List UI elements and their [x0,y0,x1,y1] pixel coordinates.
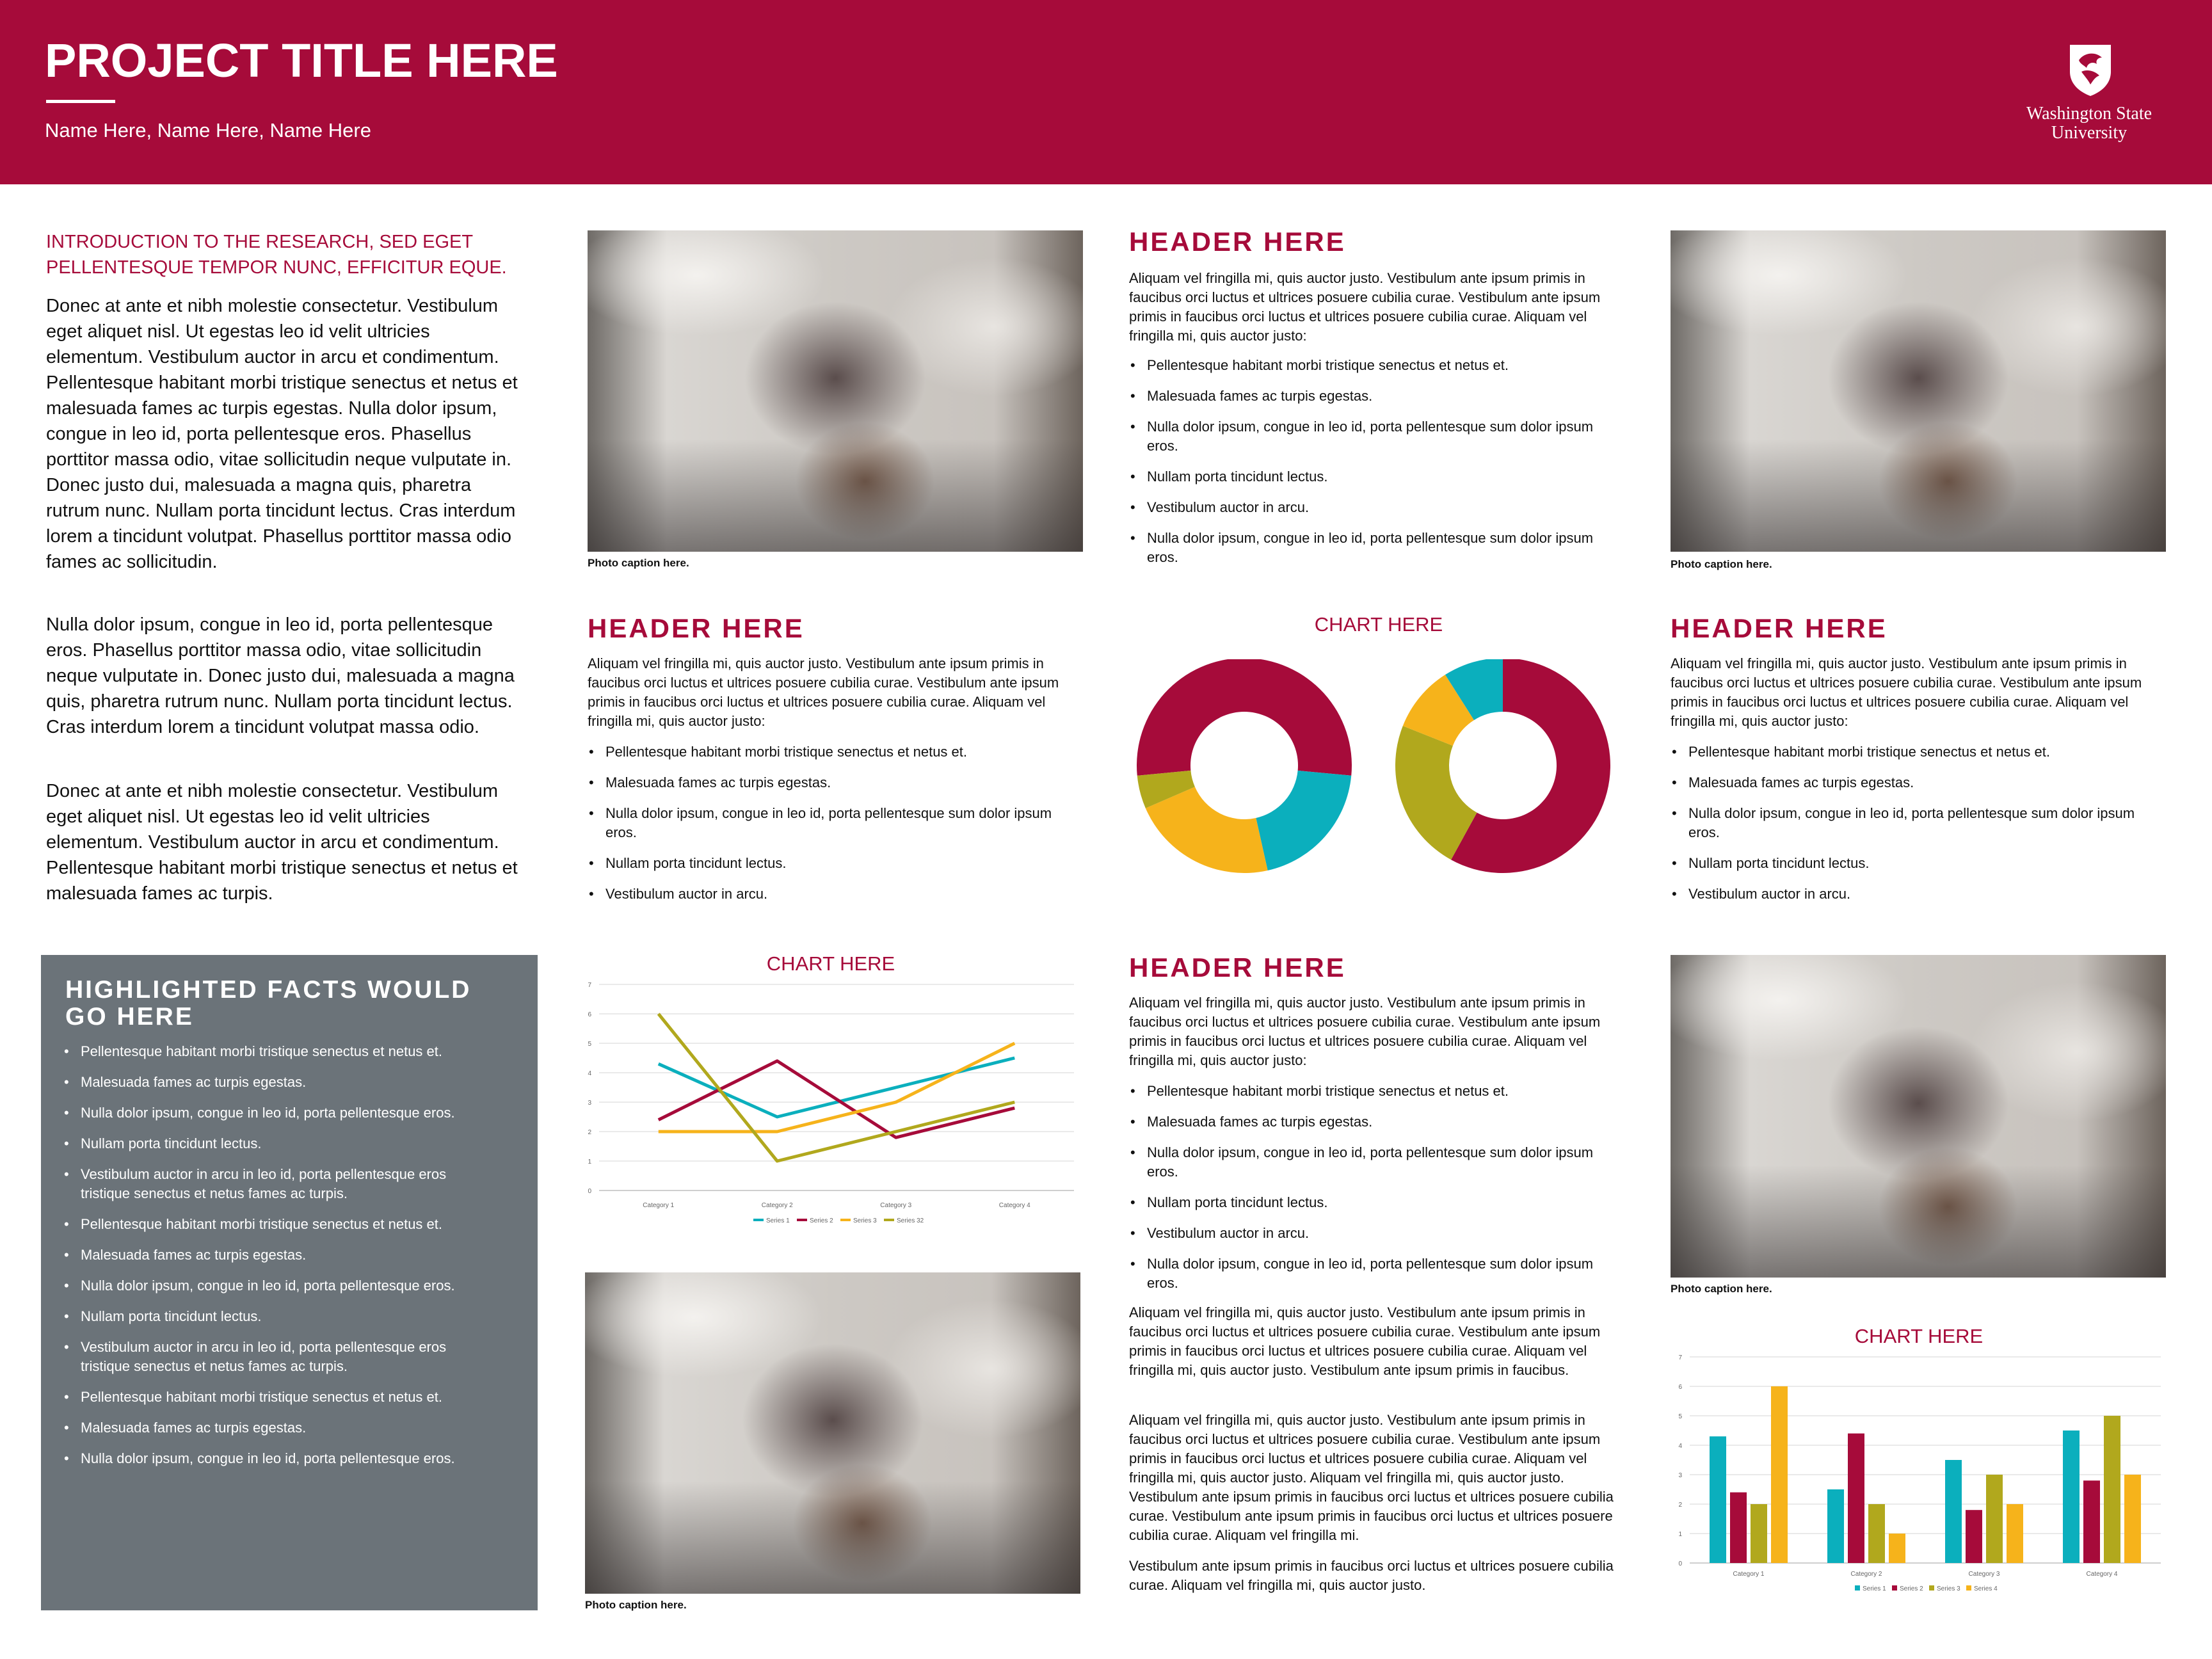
section-d-paragraph-1: Aliquam vel fringilla mi, quis auctor justo. Vestibulum ante ipsum primis in faucibus orci luctus et ultrices posuere cubilia curae. Vestibulum ante ipsum primis in faucibus orci luctus et ultrices posuere cubilia curae. Aliquam vel fringilla mi, quis auctor justo. Vestibulum ante ipsum primis in faucibus. [1129,1304,1601,1378]
x-tick-label: Category 3 [1968,1571,2000,1578]
legend-label: Series 2 [1900,1585,1923,1592]
bar-1-3 [1751,1504,1767,1563]
legend-label: Series 1 [1863,1585,1886,1592]
poster-title: PROJECT TITLE HERE [45,34,558,87]
section-c-bullets [1671,742,2144,915]
section-b-bullets [588,742,1061,915]
list-item: • Vestibulum auctor in arcu in leo id, porta pellentesque eros tristique senectus et netus fames ac turpis. [63,1338,472,1376]
list-item: • Pellentesque habitant morbi tristique senectus et netus et. [63,1388,472,1407]
y-tick-label: 1 [588,1158,591,1166]
bar-1-4 [1771,1386,1788,1563]
list-item: • Nulla dolor ipsum, congue in leo id, porta pellentesque sum dolor ipsum eros. [588,804,1061,842]
photo-1 [588,230,1083,552]
list-item: • Nulla dolor ipsum, congue in leo id, porta pellentesque sum dolor ipsum eros. [1129,1143,1603,1182]
list-item: • Malesuada fames ac turpis egestas. [1129,387,1603,406]
list-item: • Vestibulum auctor in arcu. [588,885,1061,904]
y-tick-label: 5 [588,1041,591,1048]
list-item: • Pellentesque habitant morbi tristique senectus et netus et. [1129,356,1603,375]
photo-4-caption: Photo caption here. [1671,1283,1772,1295]
list-item: • Malesuada fames ac turpis egestas. [63,1418,472,1438]
section-a-header: HEADER HERE [1129,227,1346,257]
list-item: • Nulla dolor ipsum, congue in leo id, porta pellentesque sum dolor ipsum eros. [1129,529,1603,567]
list-item: • Malesuada fames ac turpis egestas. [588,773,1061,792]
list-item: • Vestibulum auctor in arcu. [1129,1224,1603,1243]
bar-4-3 [2104,1416,2120,1563]
x-tick-label: Category 1 [1733,1571,1765,1578]
bar-2-4 [1889,1534,1905,1563]
x-tick-label: Category 4 [998,1202,1030,1209]
section-d-paragraph-3: Vestibulum ante ipsum primis in faucibus orci luctus et ultrices posuere cubilia curae. Aliquam vel fringilla mi, quis auctor justo. [1129,1558,1614,1593]
y-tick-label: 5 [1678,1413,1682,1420]
list-item: • Nullam porta tincidunt lectus. [63,1307,472,1326]
legend-label: Series 1 [766,1217,790,1222]
legend-label: Series 2 [810,1217,833,1222]
bar-4-1 [2063,1431,2080,1563]
bar-chart-title: CHART HERE [1854,1325,1984,1347]
y-tick-label: 2 [1678,1502,1682,1509]
section-d-header: HEADER HERE [1129,952,1346,982]
y-tick-label: 0 [1678,1560,1682,1567]
legend-swatch [1929,1585,1934,1591]
highlighted-facts-panel [41,955,538,1610]
list-item: • Pellentesque habitant morbi tristique senectus et netus et. [1129,1082,1603,1101]
photo-3-caption: Photo caption here. [585,1599,687,1611]
bar-4-2 [2083,1480,2100,1563]
y-tick-label: 4 [1678,1443,1682,1450]
y-tick-label: 2 [588,1129,591,1136]
bar-1-2 [1730,1493,1747,1563]
section-c-body: Aliquam vel fringilla mi, quis auctor justo. Vestibulum ante ipsum primis in faucibus orci luctus et ultrices posuere cubilia curae. Vestibulum ante ipsum primis in faucibus orci luctus et ultrices posuere cubilia curae. Aliquam vel fringilla mi, quis auctor justo: [1671,655,2142,729]
x-tick-label: Category 2 [761,1202,793,1209]
logo-wordmark-line2: University [2051,123,2128,143]
list-item: • Nulla dolor ipsum, congue in leo id, porta pellentesque eros. [63,1103,472,1123]
facts-list [63,1042,472,1480]
legend-label: Series 3 [1937,1585,1960,1592]
bar-3-3 [1986,1475,2003,1563]
line-chart [580,979,1079,1222]
list-item: • Malesuada fames ac turpis egestas. [1129,1112,1603,1132]
legend-label: Series 32 [897,1217,924,1222]
line-series-1 [659,1058,1015,1117]
line-chart-title: CHART HERE [766,952,895,975]
author-names: Name Here, Name Here, Name Here [45,119,371,141]
photo-1-caption: Photo caption here. [588,557,689,569]
section-d-paragraph-2: Aliquam vel fringilla mi, quis auctor justo. Vestibulum ante ipsum primis in faucibus orci luctus et ultrices posuere cubilia curae. Vestibulum ante ipsum primis in faucibus orci luctus et ultrices posuere cubilia curae. Aliquam vel fringilla mi, quis auctor justo. Aliquam vel fringilla mi, quis auctor justo. Vestibulum ante ipsum primis in faucibus orci luctus et ultrices posuere cubilia curae. Vestibulum ante ipsum primis in faucibus orci luctus et ultrices posuere cubilia curae. Aliquam vel fringilla mi. [1129,1412,1614,1543]
legend-swatch [1892,1585,1897,1591]
list-item: • Pellentesque habitant morbi tristique senectus et netus et. [1671,742,2144,762]
section-d-bullets [1129,1082,1603,1304]
photo-2 [1671,230,2166,552]
facts-heading: HIGHLIGHTED FACTS WOULD GO HERE [65,976,472,1030]
y-tick-label: 1 [1678,1531,1682,1538]
section-a-bullets [1129,356,1603,579]
photo-2-caption: Photo caption here. [1671,558,1772,570]
list-item: • Vestibulum auctor in arcu in leo id, porta pellentesque eros tristique senectus et netus fames ac turpis. [63,1165,472,1203]
section-c-header: HEADER HERE [1671,613,1887,643]
donut-chart-title: CHART HERE [1314,613,1443,636]
photo-4 [1671,955,2166,1278]
x-tick-label: Category 1 [643,1202,675,1209]
bar-3-2 [1966,1510,1982,1563]
y-tick-label: 7 [1678,1354,1682,1361]
legend-label: Series 3 [853,1217,877,1222]
x-tick-label: Category 3 [880,1202,912,1209]
list-item: • Malesuada fames ac turpis egestas. [63,1073,472,1092]
legend-label: Series 4 [1974,1585,1998,1592]
y-tick-label: 3 [588,1100,591,1107]
intro-paragraph-1: Donec at ante et nibh molestie consectetur. Vestibulum eget aliquet nisl. Ut egestas leo id velit ultricies elementum. Vestibulum auctor in arcu et condimentum. Pellentesque habitant morbi tristique senectus et netus et malesuada fames ac turpis egestas. Nulla dolor ipsum, congue in leo id, porta pellentesque eros. Phasellus porttitor massa odio, vitae sollicitudin neque vulputate in. Donec justo dui, malesuada a magna quis, pharetra rutrum nunc. Nullam porta tincidunt lectus. Cras interdum lorem a tincidunt volutpat. Phasellus porttitor massa odio fames ac sollicitudin. [46,296,518,572]
y-tick-label: 0 [588,1188,591,1195]
section-b-header: HEADER HERE [588,613,805,643]
list-item: • Malesuada fames ac turpis egestas. [1671,773,2144,792]
intro-heading: INTRODUCTION TO THE RESEARCH, SED EGET PELLENTESQUE TEMPOR NUNC, EFFICITUR EQUE. [46,232,507,278]
title-banner [0,0,2212,184]
list-item: • Vestibulum auctor in arcu. [1671,885,2144,904]
bar-2-2 [1848,1434,1864,1563]
list-item: • Nullam porta tincidunt lectus. [63,1134,472,1153]
list-item: • Pellentesque habitant morbi tristique senectus et netus et. [63,1042,472,1061]
list-item: • Nulla dolor ipsum, congue in leo id, porta pellentesque eros. [63,1449,472,1468]
y-tick-label: 7 [588,982,591,989]
list-item: • Nulla dolor ipsum, congue in leo id, porta pellentesque sum dolor ipsum eros. [1671,804,2144,842]
section-b-body: Aliquam vel fringilla mi, quis auctor justo. Vestibulum ante ipsum primis in faucibus orci luctus et ultrices posuere cubilia curae. Vestibulum ante ipsum primis in faucibus orci luctus et ultrices posuere cubilia curae. Aliquam vel fringilla mi, quis auctor justo: [588,655,1059,729]
list-item: • Nullam porta tincidunt lectus. [588,854,1061,873]
university-logo [2003,42,2175,145]
bar-3-1 [1945,1460,1962,1563]
intro-paragraph-3: Donec at ante et nibh molestie consectetur. Vestibulum eget aliquet nisl. Ut egestas leo id velit ultricies elementum. Vestibulum auctor in arcu et condimentum. Pellentesque habitant morbi tristique senectus et netus et malesuada fames ac turpis. [46,781,518,904]
logo-wordmark-line1: Washington State [2026,104,2152,124]
bar-1-1 [1710,1436,1726,1563]
list-item: • Nulla dolor ipsum, congue in leo id, porta pellentesque sum dolor ipsum eros. [1129,417,1603,456]
intro-paragraph-2: Nulla dolor ipsum, congue in leo id, porta pellentesque eros. Phasellus porttitor massa odio, vitae sollicitudin neque vulputate in. Donec justo dui, malesuada a magna quis, pharetra rutrum nunc. Nullam porta tincidunt lectus. Cras interdum lorem a tincidunt volutpat massa odio. [46,614,515,737]
y-tick-label: 6 [1678,1384,1682,1391]
legend-swatch [1855,1585,1860,1591]
photo-3 [585,1272,1080,1594]
list-item: • Nullam porta tincidunt lectus. [1129,467,1603,486]
list-item: • Nullam porta tincidunt lectus. [1671,854,2144,873]
x-tick-label: Category 4 [2086,1571,2118,1578]
y-tick-label: 6 [588,1011,591,1018]
list-item: • Nulla dolor ipsum, congue in leo id, porta pellentesque sum dolor ipsum eros. [1129,1254,1603,1293]
x-tick-label: Category 2 [1850,1571,1882,1578]
y-tick-label: 3 [1678,1472,1682,1479]
list-item: • Pellentesque habitant morbi tristique senectus et netus et. [63,1215,472,1234]
bar-chart [1664,1349,2170,1600]
section-a-body: Aliquam vel fringilla mi, quis auctor justo. Vestibulum ante ipsum primis in faucibus orci luctus et ultrices posuere cubilia curae. Vestibulum ante ipsum primis in faucibus orci luctus et ultrices posuere cubilia curae. Aliquam vel fringilla mi, quis auctor justo: [1129,270,1601,344]
list-item: • Pellentesque habitant morbi tristique senectus et netus et. [588,742,1061,762]
bar-4-4 [2124,1475,2141,1563]
legend-swatch [1966,1585,1971,1591]
donut-chart [1129,659,1628,915]
bar-3-4 [2007,1504,2023,1563]
title-underline [46,100,115,103]
donut-1-slice-1 [1137,659,1352,776]
bar-2-1 [1827,1489,1844,1563]
section-d-body: Aliquam vel fringilla mi, quis auctor justo. Vestibulum ante ipsum primis in faucibus orci luctus et ultrices posuere cubilia curae. Vestibulum ante ipsum primis in faucibus orci luctus et ultrices posuere cubilia curae. Aliquam vel fringilla mi, quis auctor justo: [1129,995,1601,1068]
list-item: • Nulla dolor ipsum, congue in leo id, porta pellentesque eros. [63,1276,472,1295]
list-item: • Malesuada fames ac turpis egestas. [63,1246,472,1265]
cougar-shield-icon [2067,42,2113,97]
list-item: • Nullam porta tincidunt lectus. [1129,1193,1603,1212]
y-tick-label: 4 [588,1070,591,1077]
donut-1-slice-2 [1256,771,1351,870]
bar-2-3 [1868,1504,1885,1563]
list-item: • Vestibulum auctor in arcu. [1129,498,1603,517]
